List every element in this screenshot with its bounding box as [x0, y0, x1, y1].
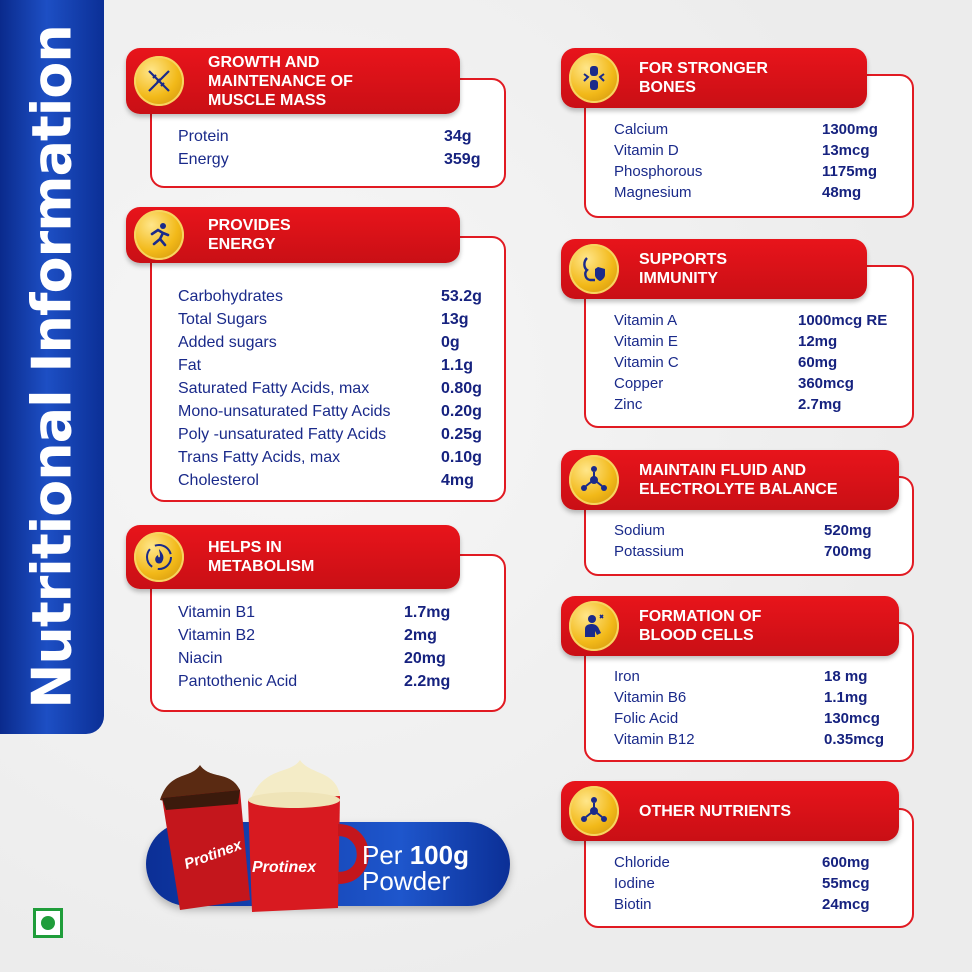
- nutrient-value: 130mcg: [824, 710, 880, 727]
- nutrient-value: 2.7mg: [798, 396, 842, 413]
- per-text: Per: [362, 840, 410, 870]
- nutrient-row: [152, 334, 504, 357]
- nutrient-name: Total Sugars: [178, 311, 267, 328]
- nutrient-value: 0.10g: [441, 449, 482, 466]
- nutrient-row: [152, 288, 504, 311]
- nutrient-row: [586, 731, 912, 752]
- nutrient-value: 12mg: [798, 333, 838, 350]
- nutrient-row: [152, 449, 504, 472]
- nutrient-name: Folic Acid: [614, 710, 679, 727]
- immunity-title: SUPPORTS IMMUNITY: [639, 251, 728, 287]
- nutrient-name: Vitamin D: [614, 142, 679, 159]
- nutrient-name: Vitamin B12: [614, 731, 695, 748]
- nutrient-name: Iron: [614, 668, 640, 685]
- nutrient-value: 18 mg: [824, 668, 868, 685]
- blood-title: FORMATION OF BLOOD CELLS: [639, 608, 762, 644]
- nutrient-name: Vitamin B2: [178, 627, 256, 644]
- nutrient-row: [586, 354, 912, 375]
- nutrient-value: 600mg: [822, 854, 870, 871]
- nutrient-row: [152, 357, 504, 380]
- fluid-title: MAINTAIN FLUID AND ELECTROLYTE BALANCE: [639, 462, 838, 498]
- metabolism-title: HELPS IN METABOLISM: [208, 539, 315, 575]
- nutrient-value: 1.1g: [441, 357, 474, 374]
- nutrient-value: 34g: [444, 128, 472, 145]
- nutrient-name: Poly -unsaturated Fatty Acids: [178, 426, 387, 443]
- nutrient-row: [152, 380, 504, 403]
- nutrient-value: 0.20g: [441, 403, 482, 420]
- nutrient-name: Potassium: [614, 543, 685, 560]
- nutrient-row: [152, 650, 504, 673]
- other-header: [561, 781, 899, 841]
- running-person-icon: [134, 210, 184, 260]
- fluid-header: [561, 450, 899, 510]
- nutrient-value: 520mg: [824, 522, 872, 539]
- nutrient-row: [586, 333, 912, 354]
- nutrient-row: [152, 627, 504, 650]
- other-title: OTHER NUTRIENTS: [639, 802, 791, 820]
- nutrient-name: Energy: [178, 151, 229, 168]
- flame-cycle-icon: [134, 532, 184, 582]
- nutrient-name: Vitamin C: [614, 354, 679, 371]
- nutrient-value: 24mcg: [822, 896, 870, 913]
- nutrient-name: Iodine: [614, 875, 655, 892]
- nutrient-name: Copper: [614, 375, 664, 392]
- nutrient-value: 2mg: [404, 627, 437, 644]
- nutrient-row: [152, 403, 504, 426]
- muscle-header: [126, 48, 460, 114]
- nutrient-name: Zinc: [614, 396, 643, 413]
- nutrient-value: 0.80g: [441, 380, 482, 397]
- nutrient-name: Niacin: [178, 650, 223, 667]
- blood-header: [561, 596, 899, 656]
- nutrient-value: 4mg: [441, 472, 474, 489]
- nutrient-value: 1175mg: [822, 163, 878, 180]
- nutrient-value: 48mg: [822, 184, 862, 201]
- nutrient-row: [586, 312, 912, 333]
- nutrient-row: [152, 311, 504, 334]
- nutrient-name: Fat: [178, 357, 202, 374]
- nutrient-row: [152, 673, 504, 696]
- gut-shield-icon: [569, 244, 619, 294]
- nutrient-row: [586, 854, 912, 875]
- nutrient-value: 360mcg: [798, 375, 854, 392]
- veg-mark-icon: [33, 908, 63, 938]
- nutrient-value: 700mg: [824, 543, 872, 560]
- energy-card: [150, 236, 506, 502]
- muscle-title: GROWTH AND MAINTENANCE OF MUSCLE MASS: [208, 53, 353, 109]
- nutrient-value: 2.2mg: [404, 673, 451, 690]
- bones-title: FOR STRONGER BONES: [639, 60, 768, 96]
- nutrient-name: Pantothenic Acid: [178, 673, 298, 690]
- nutrient-name: Vitamin B1: [178, 604, 256, 621]
- nutrient-row: [586, 710, 912, 731]
- nutrient-name: Chloride: [614, 854, 670, 871]
- page-title: Nutritional Information: [20, 25, 84, 709]
- serving-size-label: [362, 842, 469, 894]
- nutrient-value: 1000mcg RE: [798, 312, 888, 329]
- nutrient-value: 359g: [444, 151, 481, 168]
- nutrient-value: 55mcg: [822, 875, 870, 892]
- metabolism-header: [126, 525, 460, 589]
- nutrient-row: [586, 875, 912, 896]
- nutrient-row: [152, 128, 504, 151]
- nutrient-value: 1.7mg: [404, 604, 451, 621]
- nutrient-name: Mono-unsaturated Fatty Acids: [178, 403, 391, 420]
- nutrient-name: Trans Fatty Acids, max: [178, 449, 341, 466]
- nutrient-name: Vitamin A: [614, 312, 678, 329]
- nutrient-name: Biotin: [614, 896, 652, 913]
- per-amount: 100g: [409, 840, 469, 870]
- nutrient-value: 1300mg: [822, 121, 878, 138]
- mug-brand-right: Protinex: [252, 859, 317, 876]
- nutrient-value: 0g: [441, 334, 460, 351]
- nutrient-value: 13g: [441, 311, 469, 328]
- nutrient-value: 0.25g: [441, 426, 482, 443]
- nutrient-name: Magnesium: [614, 184, 692, 201]
- nutrient-name: Phosphorous: [614, 163, 703, 180]
- bone-joint-icon: [569, 53, 619, 103]
- nutrient-row: [152, 426, 504, 449]
- tired-person-icon: [569, 601, 619, 651]
- nutrient-value: 20mg: [404, 650, 446, 667]
- nutrient-name: Saturated Fatty Acids, max: [178, 380, 370, 397]
- nutrient-row: [586, 522, 912, 543]
- nutrient-row: [586, 668, 912, 689]
- nutrient-row: [586, 121, 912, 142]
- nutrient-row: [586, 163, 912, 184]
- nutrient-row: [152, 472, 504, 495]
- mug-brand-left: Protinex: [181, 836, 245, 873]
- nutrient-value: 53.2g: [441, 288, 482, 305]
- bones-header: [561, 48, 867, 108]
- nutrient-row: [586, 184, 912, 205]
- nutrient-row: [586, 896, 912, 917]
- powder-text: Powder: [362, 866, 451, 896]
- nutrient-name: Vitamin E: [614, 333, 678, 350]
- nutrient-row: [586, 689, 912, 710]
- energy-title: PROVIDES ENERGY: [208, 217, 291, 253]
- nutrient-row: [586, 142, 912, 163]
- nutrient-value: 0.35mcg: [824, 731, 885, 748]
- nutrient-value: 60mg: [798, 354, 838, 371]
- nutrient-name: Vitamin B6: [614, 689, 687, 706]
- nutrient-row: [586, 396, 912, 417]
- nutrient-name: Protein: [178, 128, 229, 145]
- nutrient-value: 1.1mg: [824, 689, 868, 706]
- molecule-icon: [569, 786, 619, 836]
- immunity-header: [561, 239, 867, 299]
- nutrient-row: [586, 543, 912, 564]
- energy-header: [126, 207, 460, 263]
- nutrient-name: Carbohydrates: [178, 288, 283, 305]
- nutrient-value: 13mcg: [822, 142, 870, 159]
- nutrient-row: [586, 375, 912, 396]
- nutrient-row: [152, 604, 504, 627]
- sidebar-banner: [0, 0, 104, 734]
- molecule-icon: [569, 455, 619, 505]
- nutrient-name: Sodium: [614, 522, 665, 539]
- nutrient-name: Added sugars: [178, 334, 277, 351]
- nutrient-name: Cholesterol: [178, 472, 259, 489]
- nutrient-name: Calcium: [614, 121, 669, 138]
- nutrient-row: [152, 151, 504, 174]
- dna-icon: [134, 56, 184, 106]
